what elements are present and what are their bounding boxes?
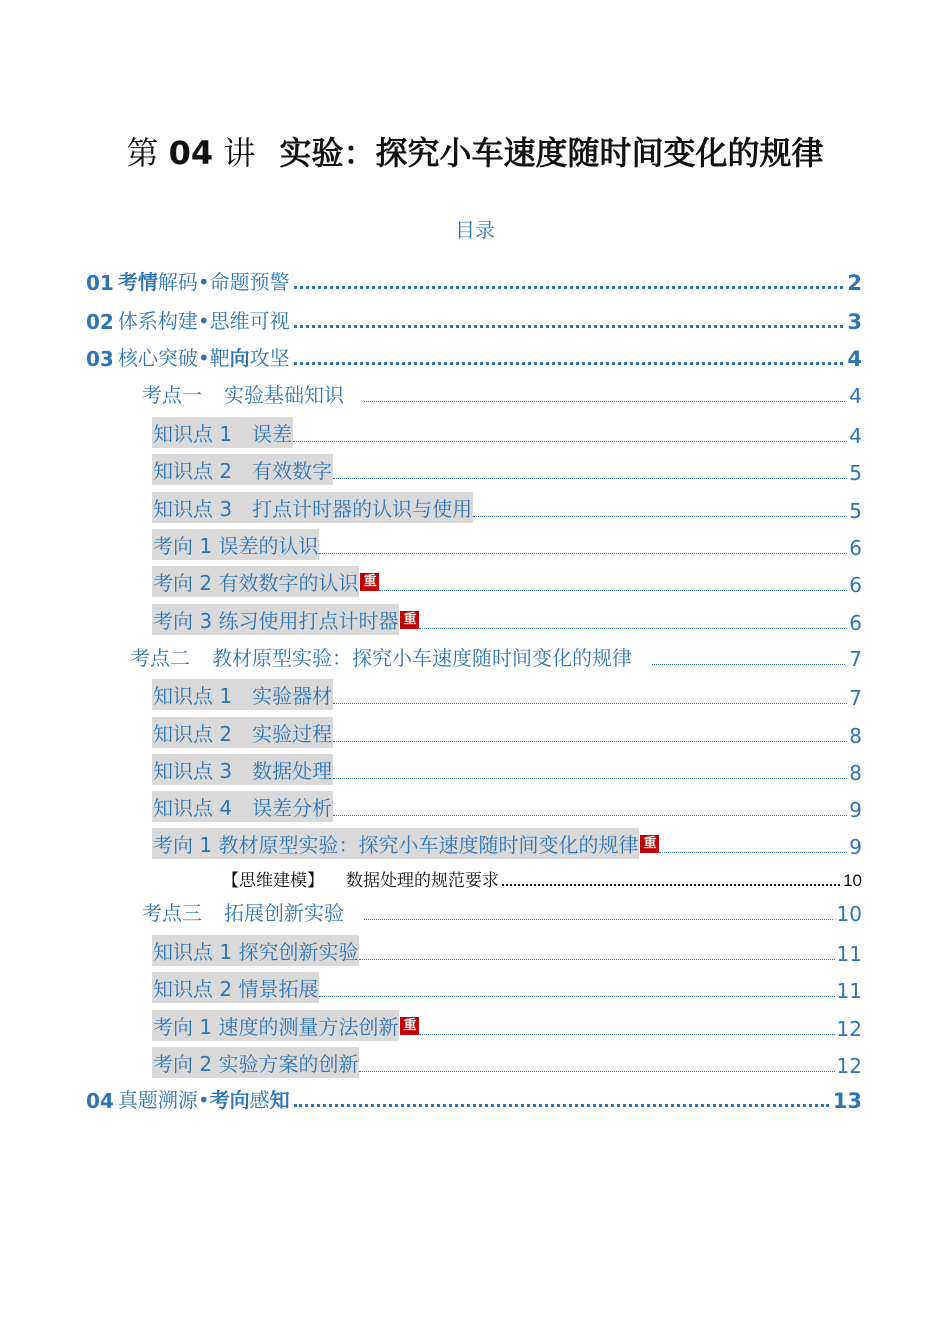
toc-item[interactable] xyxy=(152,604,862,635)
title-main: 实验：探究小车速度随时间变化的规律 xyxy=(279,134,824,172)
toc-item[interactable] xyxy=(152,828,862,859)
item-text: 考向 1 教材原型实验：探究小车速度随时间变化的规律 xyxy=(152,828,639,859)
kaodian-label: 考点一 xyxy=(142,383,202,407)
dot-leader xyxy=(364,401,845,402)
item-text: 考向 3 练习使用打点计时器 xyxy=(152,604,399,635)
toc-kaodian-1[interactable] xyxy=(142,379,862,408)
toc-item[interactable] xyxy=(152,935,862,966)
page-number: 8 xyxy=(849,724,862,748)
dot-leader xyxy=(333,478,847,479)
page-number: 9 xyxy=(849,798,862,822)
title-prefix: 第 xyxy=(126,134,159,172)
title-number: 04 xyxy=(168,134,214,172)
page-number: 4 xyxy=(849,384,862,408)
item-text: 知识点 1 误差 xyxy=(152,417,293,448)
toc-item[interactable] xyxy=(152,754,862,785)
dot-leader xyxy=(364,919,833,920)
toc-kaodian-3[interactable] xyxy=(142,897,862,926)
item-text: 考向 2 实验方案的创新 xyxy=(152,1047,359,1078)
dot-leader xyxy=(359,1071,834,1072)
page-number: 5 xyxy=(849,461,862,485)
key-point-badge: 重 xyxy=(640,835,659,853)
title-suffix: 讲 xyxy=(223,134,256,172)
section-text: 核心突破•靶 xyxy=(117,346,230,370)
section-text-bold: 向 xyxy=(229,346,250,370)
page-number: 5 xyxy=(849,499,862,523)
toc-item[interactable] xyxy=(152,1047,862,1078)
dot-leader xyxy=(294,1104,829,1107)
page-number: 8 xyxy=(849,761,862,785)
section-number: 03 xyxy=(86,347,114,371)
page-number: 3 xyxy=(847,310,862,334)
page-number: 11 xyxy=(836,942,862,966)
dot-leader xyxy=(319,553,847,554)
toc-item[interactable] xyxy=(152,454,862,485)
key-point-badge: 重 xyxy=(360,573,379,591)
toc-item[interactable] xyxy=(152,679,862,710)
section-text: 解码•命题预警 xyxy=(157,270,290,294)
item-text: 考向 2 有效数字的认识 xyxy=(152,566,359,597)
page-number: 4 xyxy=(849,424,862,448)
section-text: 体系构建•思维可视 xyxy=(117,309,290,333)
toc-item[interactable] xyxy=(152,791,862,822)
dot-leader xyxy=(333,703,847,704)
dot-leader xyxy=(379,590,847,591)
dot-leader xyxy=(359,959,834,960)
page-number: 6 xyxy=(849,573,862,597)
toc-section-04[interactable] xyxy=(86,1084,862,1113)
page-number: 13 xyxy=(832,1089,862,1113)
toc-section-03[interactable] xyxy=(86,342,862,371)
toc-heading: 目录 xyxy=(455,218,495,242)
page-number: 6 xyxy=(849,611,862,635)
item-text: 考向 1 误差的认识 xyxy=(152,529,319,560)
item-text: 知识点 4 误差分析 xyxy=(152,791,333,822)
dot-leader xyxy=(473,516,847,517)
toc-section-02[interactable] xyxy=(86,305,862,334)
dot-leader xyxy=(419,1034,834,1035)
kaodian-label: 考点三 xyxy=(142,901,202,925)
page-number: 2 xyxy=(847,271,862,295)
page-number: 12 xyxy=(836,1017,862,1041)
item-text: 知识点 2 有效数字 xyxy=(152,454,333,485)
kaodian-text: 实验基础知识 xyxy=(224,383,344,407)
toc-item[interactable] xyxy=(152,717,862,748)
section-text-bold: 考情 xyxy=(117,270,158,294)
dot-leader xyxy=(333,815,847,816)
item-text: 知识点 1 实验器材 xyxy=(152,679,333,710)
toc-item[interactable] xyxy=(152,566,862,597)
section-number: 04 xyxy=(86,1089,114,1113)
dot-leader xyxy=(419,628,847,629)
section-text-bold: 知 xyxy=(269,1088,290,1112)
kaodian-text: 拓展创新实验 xyxy=(224,901,344,925)
section-number: 02 xyxy=(86,310,114,334)
item-text: 知识点 1 探究创新实验 xyxy=(152,935,359,966)
dot-leader xyxy=(333,778,847,779)
dot-leader xyxy=(294,362,844,365)
dot-leader xyxy=(319,996,834,997)
item-text: 知识点 3 打点计时器的认识与使用 xyxy=(152,492,473,523)
section-text: 感 xyxy=(249,1088,270,1112)
dot-leader xyxy=(502,884,840,886)
dot-leader xyxy=(333,741,847,742)
section-number: 01 xyxy=(86,271,114,295)
section-text-bold: 考向 xyxy=(209,1088,250,1112)
think-label: 【思维建模】 xyxy=(222,871,324,891)
dot-leader xyxy=(652,664,845,665)
page-number: 6 xyxy=(849,536,862,560)
toc-section-01[interactable] xyxy=(86,266,862,295)
dot-leader xyxy=(294,325,844,328)
toc-item[interactable] xyxy=(152,417,862,448)
page-number: 12 xyxy=(836,1054,862,1078)
item-text: 知识点 3 数据处理 xyxy=(152,754,333,785)
dot-leader xyxy=(659,852,847,853)
page-title xyxy=(0,128,950,174)
dot-leader xyxy=(293,441,847,442)
item-text: 知识点 2 实验过程 xyxy=(152,717,333,748)
page-number: 10 xyxy=(836,902,862,926)
item-text: 考向 1 速度的测量方法创新 xyxy=(152,1010,399,1041)
section-text: 攻坚 xyxy=(249,346,290,370)
key-point-badge: 重 xyxy=(400,611,419,629)
page-number: 9 xyxy=(849,835,862,859)
toc-kaodian-2[interactable] xyxy=(130,642,862,671)
think-text: 数据处理的规范要求 xyxy=(346,871,499,891)
kaodian-text: 教材原型实验：探究小车速度随时间变化的规律 xyxy=(212,646,632,670)
toc-thinking-model[interactable] xyxy=(222,866,862,891)
toc-item[interactable] xyxy=(152,529,862,560)
page-number: 7 xyxy=(849,686,862,710)
item-text: 知识点 2 情景拓展 xyxy=(152,972,319,1003)
page-number: 10 xyxy=(843,871,862,890)
toc-item[interactable] xyxy=(152,1010,862,1041)
dot-leader xyxy=(294,286,844,289)
page-number: 4 xyxy=(847,347,862,371)
section-text: 真题溯源• xyxy=(117,1088,210,1112)
page-number: 7 xyxy=(849,647,862,671)
page-number: 11 xyxy=(836,979,862,1003)
toc-item[interactable] xyxy=(152,492,862,523)
toc-item[interactable] xyxy=(152,972,862,1003)
key-point-badge: 重 xyxy=(400,1017,419,1035)
kaodian-label: 考点二 xyxy=(130,646,190,670)
